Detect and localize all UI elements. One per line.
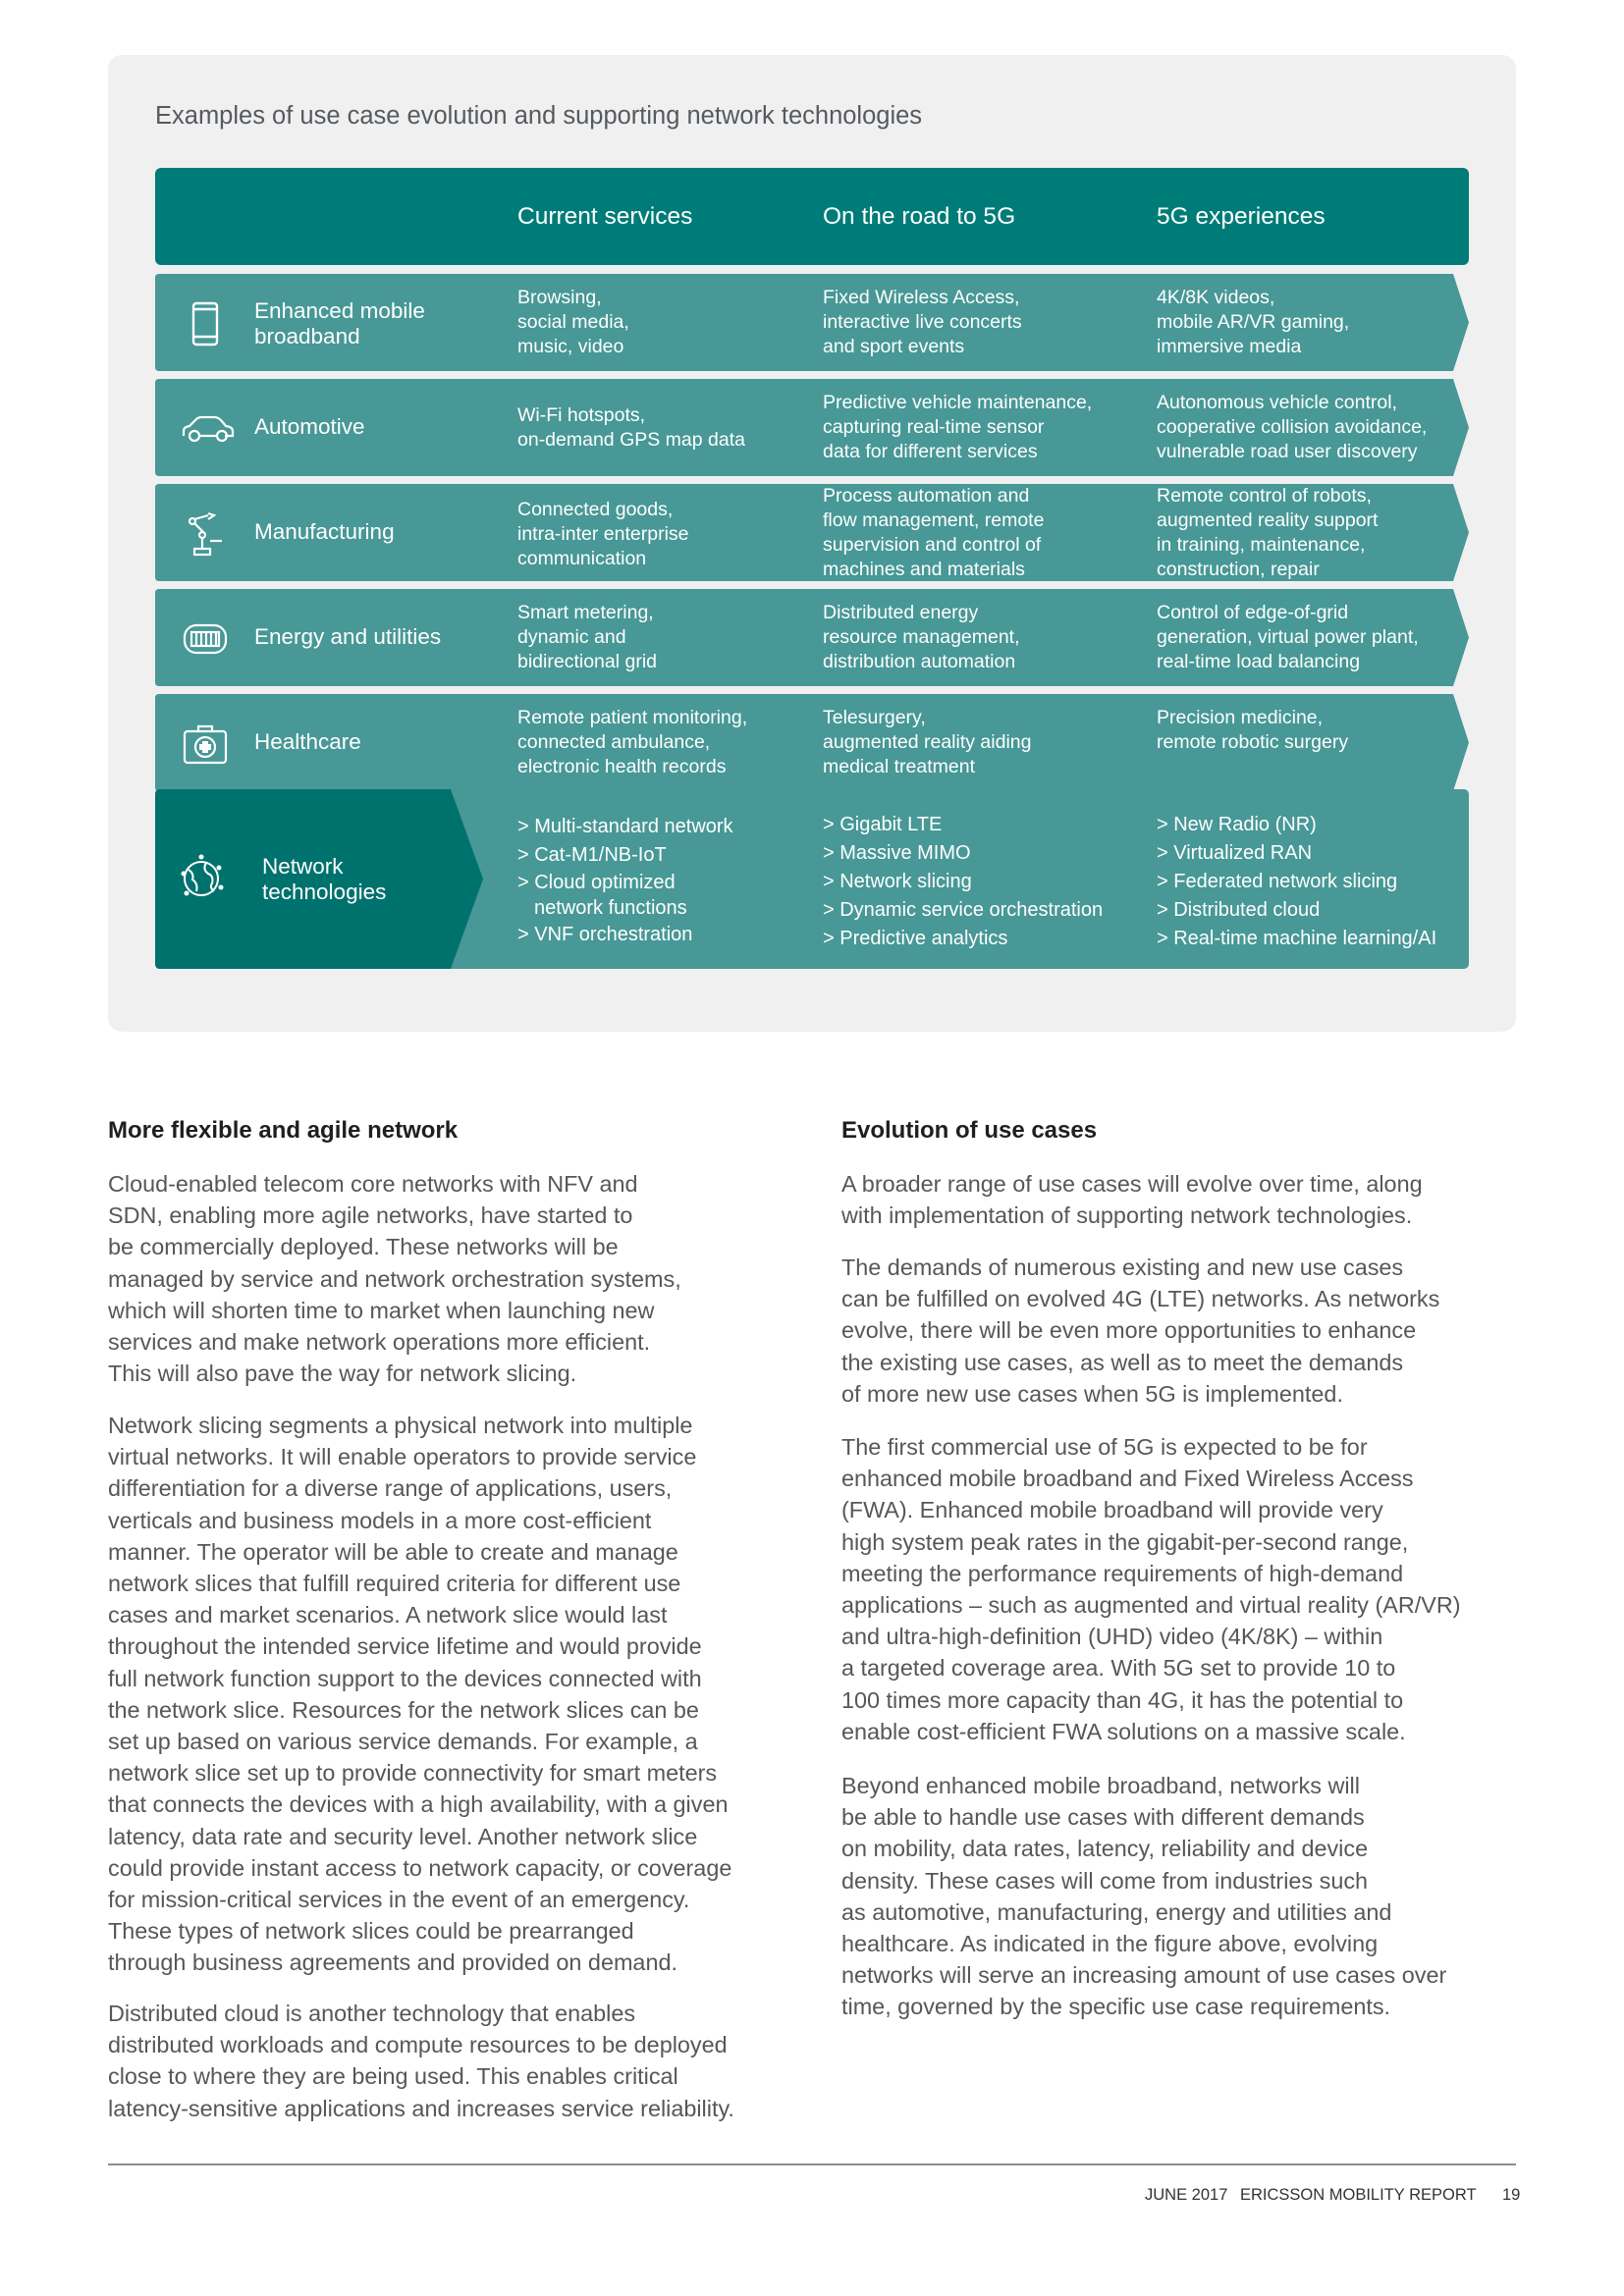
network-item: > Massive MIMO: [823, 842, 971, 864]
footer-rule: [108, 2163, 1516, 2165]
row-label: Automotive: [254, 414, 365, 439]
network-item: > Multi-standard network: [517, 816, 733, 837]
column-header-road-to-5g: On the road to 5G: [823, 203, 1016, 230]
use-case-row-automotive: [155, 379, 1469, 476]
network-list-5g-experiences: [1157, 811, 1436, 953]
network-item: > Real-time machine learning/AI: [1157, 928, 1437, 949]
network-item: > Cloud optimized: [517, 872, 676, 893]
medical-kit-icon: [183, 721, 228, 767]
cell-current: Smart metering, dynamic and bidirectional grid: [517, 602, 657, 672]
use-case-row-healthcare: [155, 694, 1469, 791]
right-paragraph-1: A broader range of use cases will evolve over time, along with implementation of supporting network technologies.: [841, 1171, 1423, 1229]
network-item: > Network slicing: [823, 871, 972, 892]
network-item: > Dynamic service orchestration: [823, 899, 1104, 921]
cell-5g-experiences: Remote control of robots, augmented reality support in training, maintenance, construction, repair: [1157, 485, 1379, 580]
left-paragraph-3: Distributed cloud is another technology that enables distributed workloads and compute resources to be deployed close to where they are being used. This enables critical latency-sensitive applications and increases service reliability.: [108, 2001, 734, 2121]
use-case-row-manufacturing: [155, 484, 1469, 581]
cell-5g-experiences: 4K/8K videos, mobile AR/VR gaming, immersive media: [1157, 287, 1350, 357]
cell-road-to-5g: Fixed Wireless Access, interactive live concerts and sport events: [823, 287, 1022, 357]
network-item: > Distributed cloud: [1157, 899, 1321, 921]
network-technologies-row: [155, 789, 1469, 969]
network-technologies-label: Network technologies: [262, 854, 387, 904]
cell-road-to-5g: Process automation and flow management, remote supervision and control of machines and materials: [823, 485, 1045, 580]
column-header-current: Current services: [517, 203, 693, 230]
row-label: Healthcare: [254, 729, 361, 754]
cell-current: Browsing, social media, music, video: [517, 287, 629, 357]
left-paragraph-1: Cloud-enabled telecom core networks with NFV and SDN, enabling more agile networks, have started to be commercially deployed. These networks will be managed by service and network orchestration systems, which will shorten time to market when launching new services and make network operations more efficient. This will also pave the way for network slicing.: [108, 1171, 681, 1387]
cell-current: Wi-Fi hotspots, on-demand GPS map data: [517, 404, 745, 451]
cell-current: Connected goods, intra-inter enterprise communication: [517, 499, 689, 569]
row-label: Enhanced mobile broadband: [254, 298, 425, 348]
cell-road-to-5g: Telesurgery, augmented reality aiding medical treatment: [823, 707, 1032, 777]
car-icon: [181, 406, 236, 452]
cell-current: Remote patient monitoring, connected ambulance, electronic health records: [517, 707, 748, 777]
cell-5g-experiences: Autonomous vehicle control, cooperative collision avoidance, vulnerable road user discovery: [1157, 392, 1428, 462]
network-list-current: [517, 813, 733, 949]
footer-date: JUNE 2017: [1145, 2186, 1228, 2204]
cell-road-to-5g: Predictive vehicle maintenance, capturing real-time sensor data for different services: [823, 392, 1093, 462]
right-paragraph-2: The demands of numerous existing and new use cases can be fulfilled on evolved 4G (LTE) networks. As networks evolve, there will be even more opportunities to enhance the existing use cases, as well as to meet the demands of more new use cases when 5G is implemented.: [841, 1255, 1440, 1407]
right-paragraph-3: The first commercial use of 5G is expected to be for enhanced mobile broadband and Fixed Wireless Access (FWA). Enhanced mobile broadband will provide very high system peak rates in the gigabit-per-second range, meeting the performance requirements of high-demand applications – such as augmented and virtual reality (AR/VR) and ultra-high-definition (UHD) video (4K/8K) – within a targeted coverage area. With 5G set to provide 10 to 100 times more capacity than 4G, it has the potential to enable cost-efficient FWA solutions on a massive scale.: [841, 1434, 1461, 1744]
network-item: > VNF orchestration: [517, 924, 693, 945]
cell-5g-experiences: Control of edge-of-grid generation, virtual power plant, real-time load balancing: [1157, 602, 1419, 672]
network-item: > Federated network slicing: [1157, 871, 1398, 892]
battery-icon: [183, 616, 228, 662]
footer-report-title: ERICSSON MOBILITY REPORT: [1240, 2186, 1477, 2204]
network-item: > Gigabit LTE: [823, 814, 943, 835]
network-list-road-to-5g: [823, 811, 1103, 953]
figure-title: Examples of use case evolution and supporting network technologies: [155, 102, 923, 130]
network-item: > New Radio (NR): [1157, 814, 1317, 835]
column-header-5g-experiences: 5G experiences: [1157, 203, 1326, 230]
use-case-row-energy-and-utilities: [155, 589, 1469, 686]
smartphone-icon: [183, 301, 228, 347]
cell-road-to-5g: Distributed energy resource management, distribution automation: [823, 602, 1020, 672]
network-item: > Virtualized RAN: [1157, 842, 1313, 864]
network-item: > Cat-M1/NB-IoT: [517, 844, 667, 866]
row-label: Manufacturing: [254, 519, 395, 544]
globe-network-icon: [177, 854, 226, 903]
left-heading: More flexible and agile network: [108, 1117, 459, 1144]
network-item: [517, 895, 733, 921]
robot-arm-icon: [183, 511, 228, 557]
figure-header: [155, 168, 1469, 265]
network-item-continuation: network functions: [534, 897, 687, 919]
left-paragraph-2: Network slicing segments a physical network into multiple virtual networks. It will enable operators to provide service differentiation for a diverse range of applications, users, verticals and business models in a more cost-efficient manner. The operator will be able to create and manage network slices that fulfill required criteria for different use cases and market scenarios. A network slice would last throughout the intended service lifetime and would provide full network function support to the devices connected with the network slice. Resources for the network slices can be set up based on various service demands. For example, a network slice set up to provide connectivity for smart meters that connects the devices with a high availability, with a given latency, data rate and security level. Another network slice could provide instant access to network capacity, or coverage for mission-critical services in the event of an emergency. These types of network slices could be prearranged through business agreements and provided on demand.: [108, 1413, 732, 1976]
right-heading: Evolution of use cases: [841, 1117, 1098, 1144]
right-paragraph-4: Beyond enhanced mobile broadband, networks will be able to handle use cases with different demands on mobility, data rates, latency, reliability and device density. These cases will come from industries such as automotive, manufacturing, energy and utilities and healthcare. As indicated in the figure above, evolving networks will serve an increasing amount of use cases over time, governed by the specific use case requirements.: [841, 1773, 1447, 2020]
use-case-row-enhanced-mobile-broadband: [155, 274, 1469, 371]
row-label: Energy and utilities: [254, 624, 442, 649]
network-item: > Predictive analytics: [823, 928, 1008, 949]
cell-5g-experiences: Precision medicine, remote robotic surgery: [1157, 707, 1349, 753]
footer-page-number: 19: [1502, 2186, 1521, 2204]
